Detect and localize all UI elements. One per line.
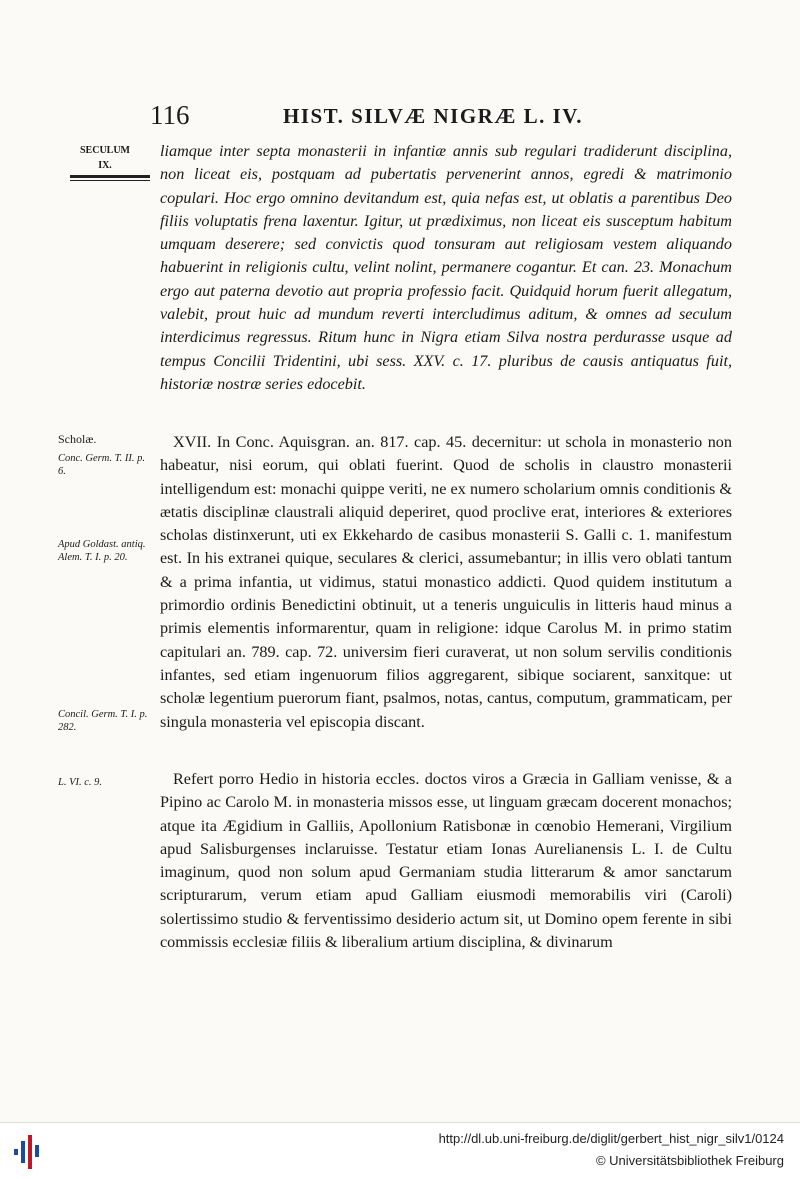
seculum-number: IX. (98, 160, 112, 171)
paragraph-3-text: Refert porro Hedio in historia eccles. doctos viros a Græcia in Galliam venisse, & a Pipino ac Carolo M. in monasteria missos esse, ut linguam græcam docerent monachos; atque ita Ægidium in Galliis, Apollonium Ratisbonæ in cœnobio Hemerani, Virgilium apud Salisburgenses inclaruisse. Testatur etiam Ionas Aurelianensis L. I. de Cultu imaginum, quod non solum apud Germaniam studia litterarum & amor sanctarum scripturarum, verum etiam apud Galliam eiusmodi memorabilis viri (Caroli) solertissimo studio & ferventissimo desiderio actum sit, ut Domino opem ferente in sibi commissis ecclesiæ filiis & liberalium artium disciplina, & divinarum (160, 770, 732, 952)
viewer-footer (0, 1122, 800, 1179)
source-url-link[interactable]: http://dl.ub.uni-freiburg.de/diglit/gerbert_hist_nigr_silv1/0124 (438, 1131, 784, 1146)
marginal-note-lib-vi: L. VI. c. 9. (58, 777, 103, 788)
paragraph-2-text: XVII. In Conc. Aquisgran. an. 817. cap. 45. decernitur: ut schola in monasterio non habeatur, nisi eorum, qui oblati fuerint. Quod de scholis in claustro monasterii intelligendum est: monachi quippe veriti, ne ex numero scholarium omnis conditionis & ætatis disciplinæ claustrali aliquid deperiret, quod proclive erat, interiores & exteriores scholas distinxerunt, uti ex Ekkehardo de casibus monasterii S. Galli c. 1. manifestum est. In his extranei quique, seculares & clerici, assumebantur; in illis vero oblati tantum & a prima infantia, ut vidimus, statui monastico addicti. Quod quidem institutum a primordio ordinis Benedictini obtinuit, ut a teneris unguiculis in litteris haud minus a primis elementis informarentur, quam in religione: idque Carolus M. in primo statim capitulari an. 789. cap. 72. universim fieri curaverat, ut non solum servilis conditionis infantes, sed etiam ingenuorum filios aggregarent, sibique sociarent, sanxitque: ut scholæ legentium puerorum fiant, psalmos, notas, cantus, computum, grammaticam, per singula monasteria vel episcopia discant. (160, 433, 732, 731)
paragraph-3 (160, 768, 732, 954)
page-number: 116 (150, 100, 190, 130)
paragraph-1 (160, 140, 732, 396)
paragraph-1-text: liamque inter septa monasterii in infantiæ annis sub regulari tradiderunt disciplina, non liceat eis, postquam ad pubertatis pervenerint annos, egredi & matrimonio copulari. Hoc ergo omnino devitandum est, quia nefas est, ut oblatis a parentibus Deo filiis voluptatis frena laxentur. Igitur, ut prædiximus, non liceat eis susceptum habitum umquam deserere; sed convictis quod tonsuram aut religiosam vestem aliquando habuerint in religionis cultu, velint nolint, permanere cogantur. Et can. 23. Monachum ergo aut paterna devotio aut propria professio facit. Quidquid horum fuerit allegatum, valebit, prout huic ad mundum reverti intercludimus aditum, & omnes ad seculum interdicimus regressus. Ritum hunc in Nigra etiam Silva nostra perdurasse usque ad tempus Concilii Tridentini, ubi sess. XXV. c. 17. pluribus de causis antiquatus fuit, historiæ nostræ series edocebit. (160, 142, 732, 393)
running-head: HIST. SILVÆ NIGRÆ L. IV. (283, 104, 583, 128)
seculum-marker (60, 143, 150, 181)
seculum-rule-thick (70, 175, 150, 178)
page-header (150, 100, 740, 134)
marginal-note-goldast: Apud Goldast. antiq. Alem. T. I. p. 20. (58, 539, 146, 563)
paragraph-2 (160, 431, 732, 734)
marginal-note-conc-germ: Conc. Germ. T. II. p. 6. (58, 453, 146, 477)
marginal-note-scholae: Scholæ. (58, 432, 97, 446)
seculum-rule-thin (70, 180, 150, 181)
seculum-label: SECULUM (79, 145, 130, 156)
copyright-notice: © Universitätsbibliothek Freiburg (595, 1153, 784, 1168)
library-logo-icon (12, 1131, 42, 1171)
marginal-note-concil-germ: Concil. Germ. T. I. p. 282. (58, 709, 148, 733)
